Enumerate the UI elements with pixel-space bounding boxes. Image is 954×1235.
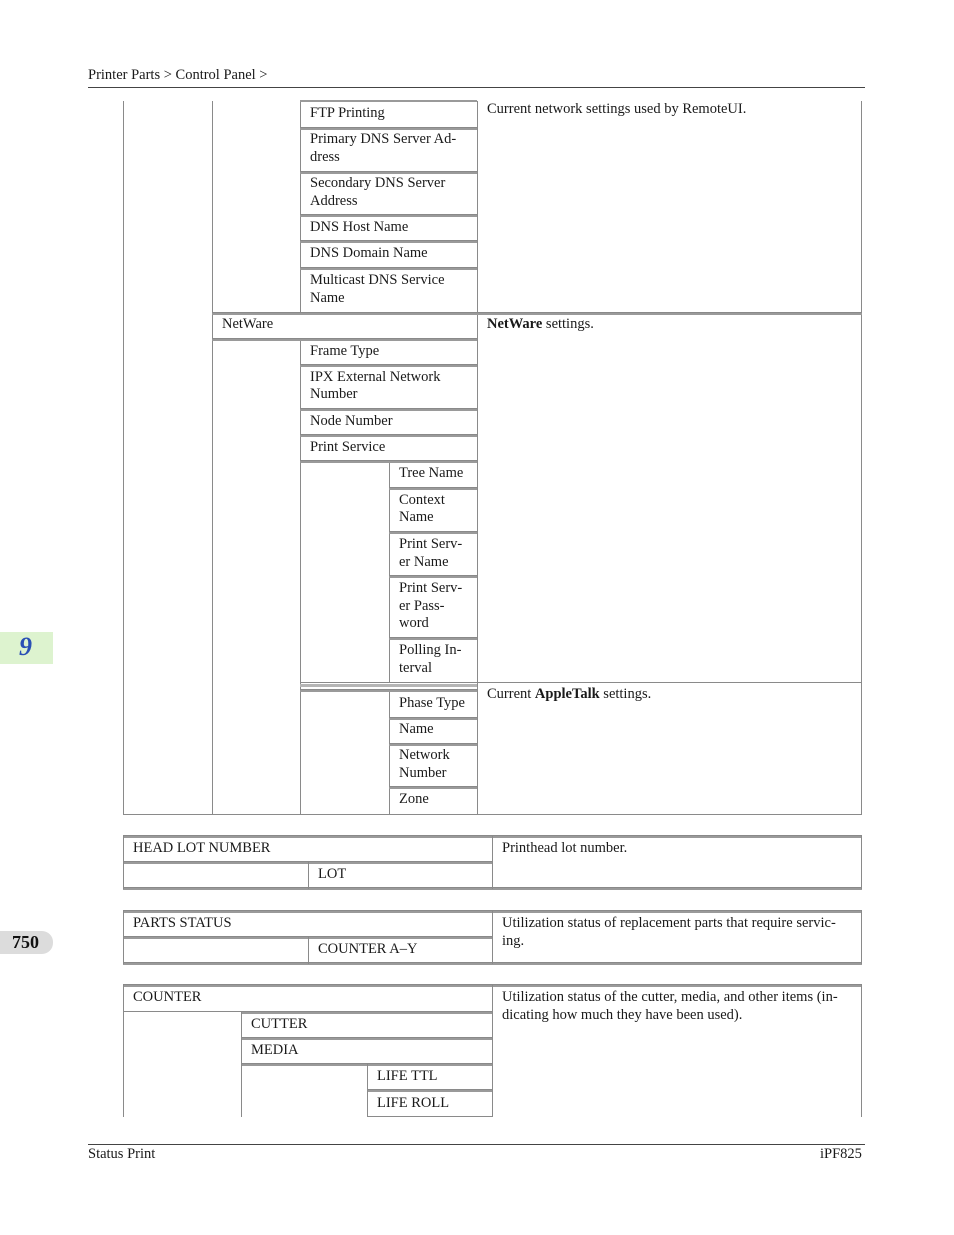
secondary-dns-label-cont: Address xyxy=(310,193,358,209)
network-number-label-cont: Number xyxy=(399,765,447,781)
table1-col-line xyxy=(300,340,301,815)
row-rule xyxy=(389,718,477,720)
multicast-dns-label: Multicast DNS Service xyxy=(310,272,445,288)
head-lot-number-description: Printhead lot number. xyxy=(502,840,628,856)
row-rule xyxy=(389,787,477,789)
netware-label: NetWare xyxy=(222,316,274,332)
dns-host-name-label: DNS Host Name xyxy=(310,219,409,235)
appletalk-description-pre: Current xyxy=(487,686,535,702)
col-line xyxy=(123,836,124,889)
col-line xyxy=(861,836,862,889)
row-rule xyxy=(212,313,862,315)
col-line xyxy=(861,911,862,964)
row-rule xyxy=(367,1090,492,1092)
row-rule xyxy=(300,241,477,243)
row-rule xyxy=(389,488,477,490)
row-rule xyxy=(300,682,862,683)
counter-label: COUNTER xyxy=(133,989,202,1005)
col-line xyxy=(123,911,124,964)
col-line xyxy=(308,862,309,889)
ipx-network-label-cont: Number xyxy=(310,386,358,402)
row-rule xyxy=(300,128,477,130)
row-rule xyxy=(300,409,477,411)
breadcrumb: Printer Parts > Control Panel > xyxy=(88,67,268,83)
parts-status-description-cont: ing. xyxy=(502,933,525,949)
row-rule xyxy=(300,268,477,270)
footer-section-title: Status Print xyxy=(88,1146,156,1162)
row-rule xyxy=(389,744,477,746)
appletalk-description xyxy=(487,686,651,704)
row-rule xyxy=(300,100,477,102)
life-roll-label: LIFE ROLL xyxy=(377,1095,450,1111)
row-rule xyxy=(389,638,477,640)
parts-status-description: Utilization status of replacement parts that require servic- xyxy=(502,915,836,931)
tree-name-label: Tree Name xyxy=(399,465,464,481)
table1-col-line xyxy=(300,101,301,313)
node-number-label: Node Number xyxy=(310,413,393,429)
name-label: Name xyxy=(399,721,434,737)
row-rule xyxy=(212,339,477,341)
cutter-label: CUTTER xyxy=(251,1016,308,1032)
phase-type-label: Phase Type xyxy=(399,695,465,711)
netware-description-rest: settings. xyxy=(542,316,594,332)
ftp-printing-label: FTP Printing xyxy=(310,105,385,121)
media-label: MEDIA xyxy=(251,1042,299,1058)
row-rule xyxy=(389,532,477,534)
table1-border-right xyxy=(861,101,862,815)
row-rule xyxy=(300,461,477,463)
row-rule xyxy=(300,690,477,692)
row-rule xyxy=(300,435,477,437)
chapter-number: 9 xyxy=(19,632,32,661)
context-name-label-cont: Name xyxy=(399,509,434,525)
appletalk-description-rest: settings. xyxy=(599,686,652,702)
print-service-label: Print Service xyxy=(310,439,386,455)
ipx-network-label: IPX External Network xyxy=(310,369,441,385)
col-line xyxy=(492,911,493,964)
header-rule xyxy=(88,87,865,88)
row-rule xyxy=(389,576,477,578)
print-server-password-label-cont: er Pass- xyxy=(399,598,445,614)
head-lot-number-label: HEAD LOT NUMBER xyxy=(133,840,271,856)
row-rule xyxy=(300,215,477,217)
chapter-tab[interactable] xyxy=(0,632,53,664)
polling-interval-label-cont: terval xyxy=(399,660,433,676)
lot-label: LOT xyxy=(318,866,347,882)
footer-rule xyxy=(88,1144,865,1145)
polling-interval-label: Polling In- xyxy=(399,642,462,658)
primary-dns-label: Primary DNS Server Ad- xyxy=(310,131,457,147)
col-line xyxy=(492,836,493,889)
col-line xyxy=(123,985,124,1117)
dns-domain-name-label: DNS Domain Name xyxy=(310,245,428,261)
col-line xyxy=(492,985,493,1117)
row-rule xyxy=(300,365,477,367)
page-number: 750 xyxy=(12,932,39,952)
primary-dns-label-cont: dress xyxy=(310,149,340,165)
parts-status-label: PARTS STATUS xyxy=(133,915,232,931)
col-line xyxy=(861,985,862,1117)
counter-description-cont: dicating how much they have been used). xyxy=(502,1007,743,1023)
table1-col-line xyxy=(389,462,390,683)
network-settings-description: Current network settings used by RemoteUI. xyxy=(487,101,747,117)
print-server-password-label: Print Serv- xyxy=(399,580,463,596)
row-rule xyxy=(241,1012,492,1014)
row-rule xyxy=(300,172,477,174)
page-number-tab xyxy=(0,931,53,954)
table1-border-bottom xyxy=(123,814,862,815)
print-server-name-label: Print Serv- xyxy=(399,536,463,552)
print-server-password-label-cont2: word xyxy=(399,615,429,631)
table1-col-line xyxy=(477,101,478,815)
row-rule xyxy=(367,1116,492,1117)
context-name-label: Context xyxy=(399,492,445,508)
table1-border-left xyxy=(123,101,124,815)
secondary-dns-label: Secondary DNS Server xyxy=(310,175,446,191)
counter-a-y-label: COUNTER A–Y xyxy=(318,941,418,957)
appletalk-description-bold: AppleTalk xyxy=(534,686,600,702)
col-line xyxy=(308,937,309,964)
counter-description: Utilization status of the cutter, media, and other items (in- xyxy=(502,989,838,1005)
row-rule xyxy=(300,684,477,687)
table1-col-line xyxy=(389,690,390,815)
zone-label: Zone xyxy=(399,791,429,807)
col-line xyxy=(367,1064,368,1117)
footer-model-name: iPF825 xyxy=(820,1146,862,1162)
frame-type-label: Frame Type xyxy=(310,343,380,359)
netware-description xyxy=(487,316,594,334)
col-line xyxy=(241,1012,242,1117)
row-rule xyxy=(241,1038,492,1040)
multicast-dns-label-cont: Name xyxy=(310,290,345,306)
table1-col-line xyxy=(212,101,213,815)
network-number-label: Network xyxy=(399,747,450,763)
print-server-name-label-cont: er Name xyxy=(399,554,449,570)
netware-description-bold: NetWare xyxy=(487,316,543,332)
life-ttl-label: LIFE TTL xyxy=(377,1068,438,1084)
